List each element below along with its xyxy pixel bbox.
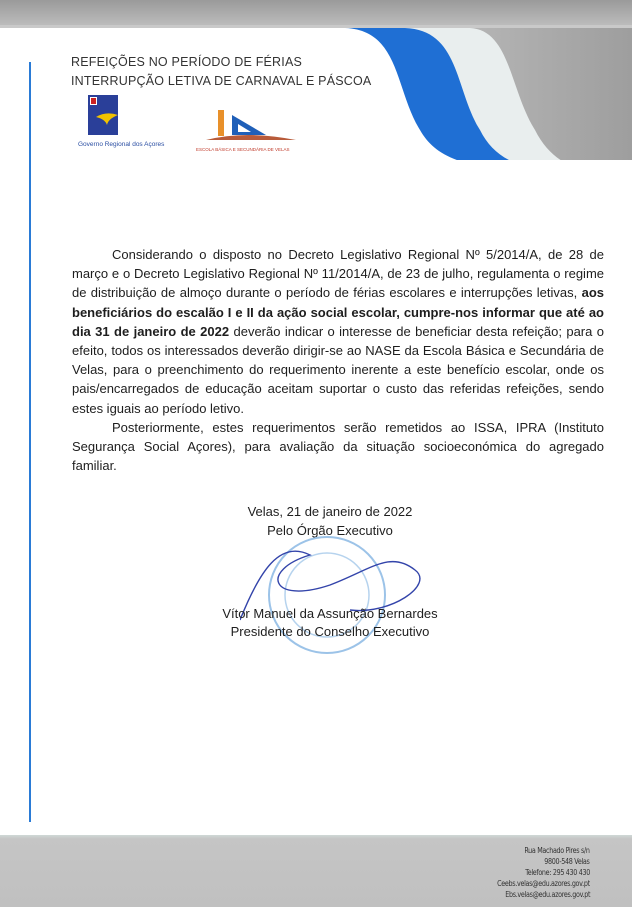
paragraph-1: Considerando o disposto no Decreto Legislativo Regional Nº 5/2014/A, de 28 de março e o Decreto Legislativo Regional Nº 11/2014/A, de 23 de julho, regulamenta o regime de distribuição de almoço durante o período de férias escolares e interrupções letivas, aos beneficiários do escalão I e II da ação social escolar, cumpre-nos informar que até ao dia 31 de janeiro de 2022 deverão indicar o interesse de beneficiar desta refeição; para o efeito, todos os interessados deverão dirigir-se ao NASE da Escola Básica e Secundária de Velas, para o preenchimento do requerimento inerente a este benefício escolar, onde os pais/encarregados de educação aceitam suportar o custo das referidas refeições, sendo estes iguais ao período letivo. <box>72 247 604 416</box>
place-date: Velas, 21 de janeiro de 2022 <box>247 504 413 519</box>
paragraph-2: Posteriormente, estes requerimentos serão remetidos ao ISSA, IPRA (Instituto Segurança Social Açores), para avaliação da situação socioeconómica do agregado familiar. <box>72 419 604 474</box>
signatory-role: Presidente do Conselho Executivo <box>230 624 430 639</box>
footer-address: Rua Machado Pires s/n <box>524 846 590 855</box>
footer-email-2: Ebs.velas@edu.azores.gov.pt <box>505 890 590 899</box>
footer-postal: 9800-548 Velas <box>544 857 590 866</box>
footer-email-1: Ceebs.velas@edu.azores.gov.pt <box>497 879 590 888</box>
footer-phone: Telefone: 295 430 430 <box>525 868 590 877</box>
school-stamp-and-signature <box>240 530 440 670</box>
document-title-line1: REFEIÇÕES NO PERÍODO DE FÉRIAS <box>71 55 303 69</box>
signatory-name: Vítor Manuel da Assunção Bernardes <box>222 606 438 621</box>
letter-body <box>72 245 604 475</box>
on-behalf-line: Pelo Órgão Executivo <box>267 523 393 538</box>
azores-logo-caption: Governo Regional dos Açores <box>78 141 165 148</box>
deadline-emphasis: aos beneficiários do escalão I e II da ação social escolar, cumpre-nos informar que até ao dia 31 de janeiro de 2022 <box>72 285 604 339</box>
school-logo <box>196 110 316 152</box>
left-accent-rule <box>29 62 31 822</box>
azores-government-logo <box>78 95 178 148</box>
document-title-line2: INTERRUPÇÃO LETIVA DE CARNAVAL E PÁSCOA <box>71 74 372 88</box>
school-logo-caption: ESCOLA BÁSICA E SECUNDÁRIA DE VELAS <box>196 147 290 152</box>
